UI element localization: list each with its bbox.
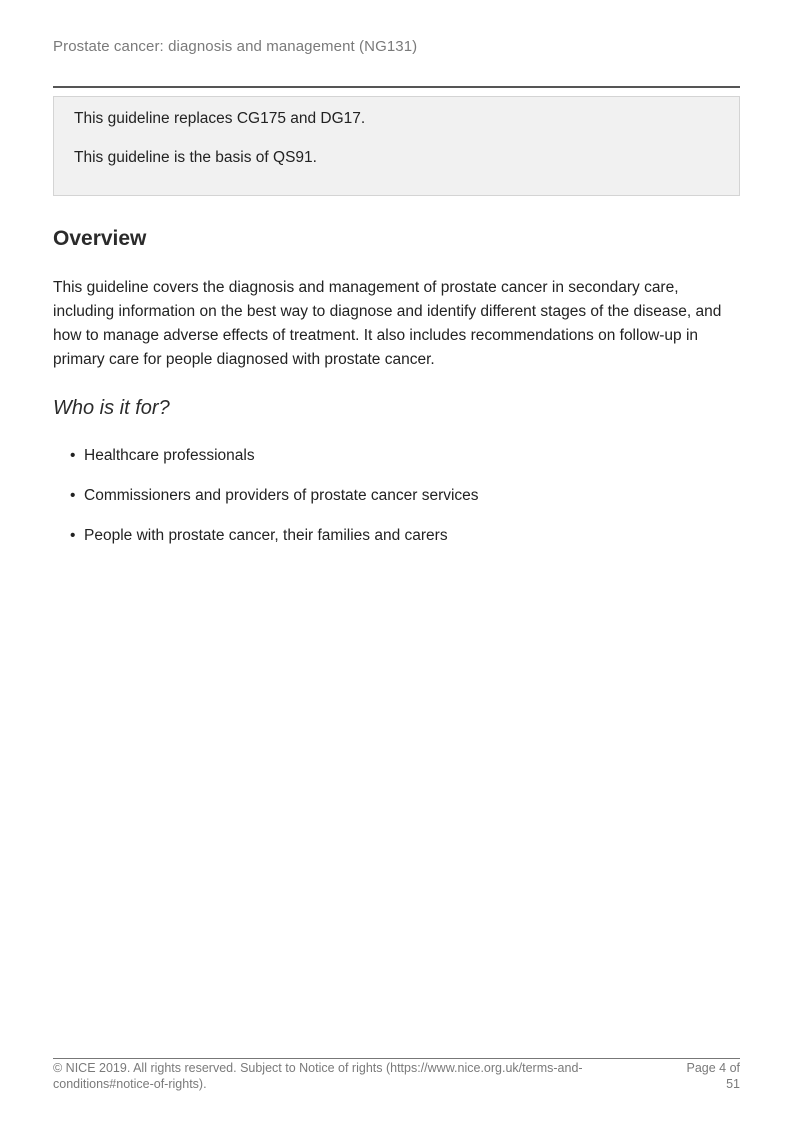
list-item bbox=[70, 445, 479, 485]
replaces-note: This guideline replaces CG175 and DG17. bbox=[74, 110, 366, 127]
footer-copyright: © NICE 2019. All rights reserved. Subject to Notice of rights (https://www.nice.org.uk/terms-and-conditions#notice-of-rights). bbox=[53, 1061, 583, 1091]
basis-note: This guideline is the basis of QS91. bbox=[74, 149, 317, 166]
page-number: Page 4 of 51 bbox=[686, 1061, 740, 1091]
list-item-text: Healthcare professionals bbox=[84, 447, 255, 464]
audience-heading: Who is it for? bbox=[53, 397, 170, 419]
bullet-icon: • bbox=[70, 447, 76, 464]
header-divider bbox=[53, 86, 740, 88]
list-item-text: People with prostate cancer, their families and carers bbox=[84, 527, 448, 544]
overview-heading: Overview bbox=[53, 227, 147, 250]
list-item bbox=[70, 525, 479, 565]
list-item bbox=[70, 485, 479, 525]
audience-list bbox=[70, 445, 479, 565]
footer-divider bbox=[53, 1058, 740, 1059]
bullet-icon: • bbox=[70, 487, 76, 504]
list-item-text: Commissioners and providers of prostate cancer services bbox=[84, 487, 479, 504]
running-header: Prostate cancer: diagnosis and management (NG131) bbox=[53, 38, 418, 55]
guideline-info-box bbox=[53, 96, 740, 196]
overview-paragraph: This guideline covers the diagnosis and management of prostate cancer in secondary care, including information on the best way to diagnose and identify different stages of the disease, and how to manage adverse effects of treatment. It also includes recommendations on follow-up in primary care for people diagnosed with prostate cancer. bbox=[53, 279, 722, 368]
bullet-icon: • bbox=[70, 527, 76, 544]
